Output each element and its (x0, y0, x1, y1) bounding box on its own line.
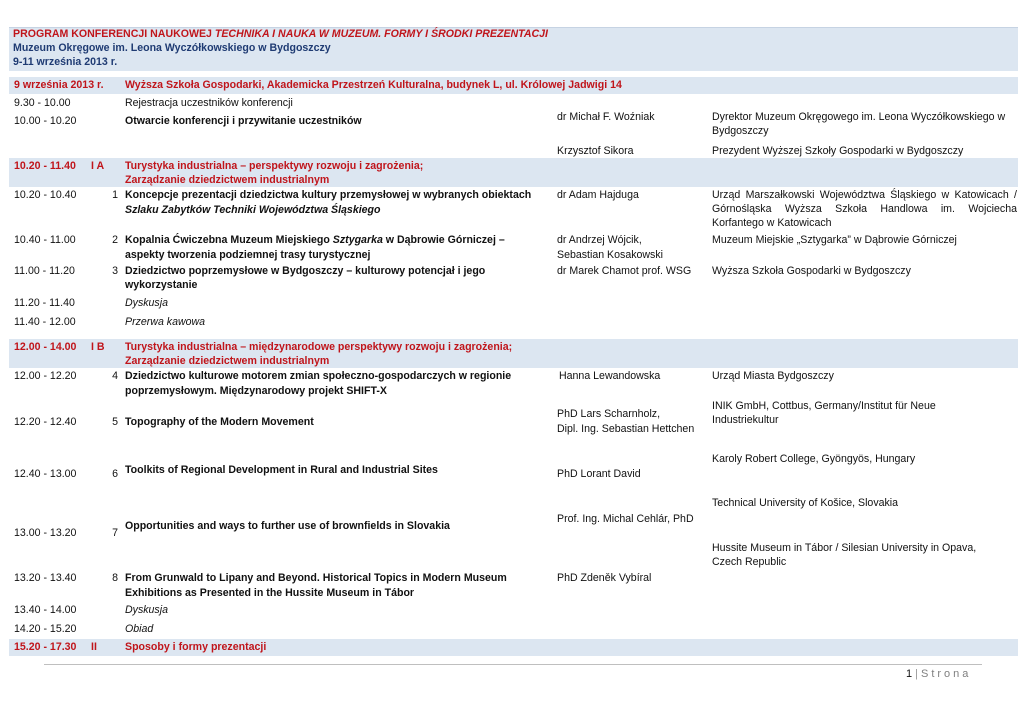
speaker: dr Marek Chamot prof. WSG (557, 265, 692, 277)
row-title: Dyskusja (125, 297, 168, 309)
paper-number: 1 (112, 189, 118, 201)
paper-number: 2 (112, 234, 118, 246)
page-separator: | (915, 668, 918, 680)
institution: Urząd Marszałkowski Województwa Śląskiego w Katowicach / Górnośląska Wyższa Szkoła Handlowa im. Wojciecha Korfantego w Katowicach (712, 189, 1017, 229)
paper-title: Toolkits of Regional Development in Rural and Industrial Sites (125, 464, 438, 476)
paper-title-continued: Szlaku Zabytków Techniki Województwa Śląskiego (125, 204, 381, 216)
row-time: 13.00 - 13.20 (14, 527, 77, 539)
row-time: 12.40 - 13.00 (14, 468, 77, 480)
speaker: PhD Zdeněk Vybíral (557, 572, 652, 584)
paper-number: 7 (112, 527, 118, 539)
row-title: Rejestracja uczestników konferencji (125, 97, 293, 109)
paper-title: Koncepcje prezentacji dziedzictwa kultury przemysłowej w wybranych obiektach (125, 189, 532, 201)
session-code: II (91, 641, 97, 653)
institution: Wyższa Szkoła Gospodarki w Bydgoszczy (712, 265, 911, 277)
conference-title: PROGRAM KONFERENCJI NAUKOWEJ TECHNIKA I NAUKA W MUZEUM. FORMY I ŚRODKI PREZENTACJI (13, 28, 549, 40)
paper-title-continued: poprzemysłowym. Międzynarodowy projekt SHIFT-X (125, 385, 387, 397)
row-time: 11.00 - 11.20 (14, 265, 75, 277)
session-code: I B (91, 341, 105, 353)
row-time: 13.20 - 13.40 (14, 572, 77, 584)
paper-title: From Grunwald to Lipany and Beyond. Historical Topics in Modern Museum (125, 572, 507, 584)
paper-title: Kopalnia Ćwiczebna Muzeum Miejskiego Sztygarka w Dąbrowie Górniczej – (125, 234, 505, 246)
institution: Urząd Miasta Bydgoszczy (712, 370, 834, 382)
session-time: 12.00 - 14.00 (14, 341, 77, 353)
row-time: 11.40 - 12.00 (14, 316, 76, 328)
day-date: 9 września 2013 r. (14, 79, 104, 91)
institution: INIK GmbH, Cottbus, Germany/Institut für Neue Industriekultur (712, 400, 936, 426)
session-title: Turystyka industrialna – perspektywy rozwoju i zagrożenia; (125, 160, 424, 172)
institution: Hussite Museum in Tábor / Silesian University in Opava, Czech Republic (712, 542, 977, 568)
document-header (9, 27, 1018, 71)
row-title: Dyskusja (125, 604, 168, 616)
speaker: Dipl. Ing. Sebastian Hettchen (557, 423, 695, 435)
paper-number: 8 (112, 572, 118, 584)
speaker: dr Adam Hajduga (557, 189, 639, 201)
conference-dates: 9-11 września 2013 r. (13, 56, 118, 68)
row-time: 11.20 - 11.40 (14, 297, 75, 309)
row-title: Obiad (125, 623, 154, 635)
session-title: Sposoby i formy prezentacji (125, 641, 267, 653)
row-time: 12.00 - 12.20 (14, 370, 77, 382)
institution: Prezydent Wyższej Szkoły Gospodarki w Bydgoszczy (712, 145, 964, 157)
paper-title: Dziedzictwo poprzemysłowe w Bydgoszczy – kulturowy potencjał i jego (125, 265, 486, 277)
row-title: Otwarcie konferencji i przywitanie uczestników (125, 115, 362, 127)
speaker: dr Andrzej Wójcik, (557, 234, 642, 246)
session-title: Turystyka industrialna – międzynarodowe perspektywy rozwoju i zagrożenia; (125, 341, 513, 353)
speaker: Hanna Lewandowska (559, 370, 661, 382)
row-time: 10.40 - 11.00 (14, 234, 76, 246)
row-time: 9.30 - 10.00 (14, 97, 71, 109)
speaker: Sebastian Kosakowski (557, 249, 663, 261)
page-number (906, 668, 971, 680)
day-venue: Wyższa Szkoła Gospodarki, Akademicka Przestrzeń Kulturalna, budynek L, ul. Królowej Jadwigi 14 (125, 79, 622, 91)
speaker: PhD Lars Scharnholz, (557, 408, 661, 420)
session-subtitle: Zarządzanie dziedzictwem industrialnym (125, 355, 330, 367)
paper-number: 4 (112, 370, 118, 382)
row-time: 10.00 - 10.20 (14, 115, 77, 127)
speaker: dr Michał F. Woźniak (557, 111, 655, 123)
page-word: Strona (920, 668, 972, 680)
row-time: 14.20 - 15.20 (14, 623, 77, 635)
paper-title-continued: Exhibitions as Presented in the Hussite Museum in Tábor (125, 587, 415, 599)
session-code: I A (91, 160, 105, 172)
institution: Muzeum Miejskie „Sztygarka” w Dąbrowie Górniczej (712, 234, 957, 246)
institution: Technical University of Košice, Slovakia (712, 497, 899, 509)
paper-title: Topography of the Modern Movement (125, 416, 314, 428)
institution: Karoly Robert College, Gyöngyös, Hungary (712, 453, 916, 465)
paper-number: 3 (112, 265, 118, 277)
institution: Dyrektor Muzeum Okręgowego im. Leona Wyczółkowskiego w Bydgoszczy (712, 111, 1006, 137)
paper-number: 5 (112, 416, 118, 428)
session-time: 10.20 - 11.40 (14, 160, 76, 172)
session-time: 15.20 - 17.30 (14, 641, 77, 653)
paper-title: Dziedzictwo kulturowe motorem zmian społeczno-gospodarczych w regionie (125, 370, 512, 382)
row-time: 12.20 - 12.40 (14, 416, 77, 428)
speaker: Prof. Ing. Michal Cehlár, PhD (557, 513, 694, 525)
paper-number: 6 (112, 468, 118, 480)
row-time: 13.40 - 14.00 (14, 604, 77, 616)
page-number-value: 1 (906, 668, 913, 680)
row-time: 10.20 - 10.40 (14, 189, 77, 201)
speaker: Krzysztof Sikora (557, 145, 634, 157)
conference-host: Muzeum Okręgowe im. Leona Wyczółkowskiego w Bydgoszczy (13, 42, 331, 54)
footer-divider (44, 664, 982, 665)
paper-title-continued: wykorzystanie (125, 279, 198, 291)
session-subtitle: Zarządzanie dziedzictwem industrialnym (125, 174, 330, 186)
paper-title-continued: aspekty tworzenia podziemnej trasy turystycznej (125, 249, 371, 261)
paper-title: Opportunities and ways to further use of brownfields in Slovakia (125, 520, 450, 532)
speaker: PhD Lorant David (557, 468, 641, 480)
row-title: Przerwa kawowa (125, 316, 206, 328)
